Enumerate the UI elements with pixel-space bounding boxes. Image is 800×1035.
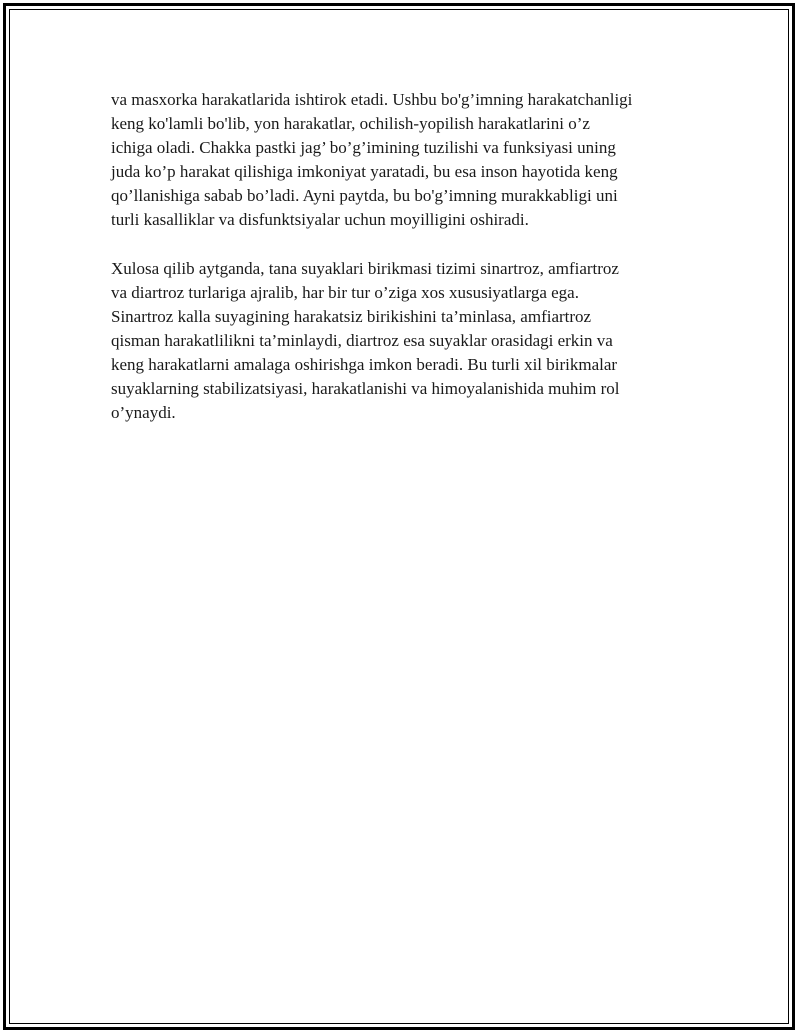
text-line: juda ko’p harakat qilishiga imkoniyat yaratadi, bu esa inson hayotida keng	[111, 162, 618, 182]
paragraph-joint-mobility	[111, 88, 691, 233]
text-line: keng ko'lamli bo'lib, yon harakatlar, ochilish-yopilish harakatlarini o’z	[111, 114, 590, 134]
paragraph-conclusion	[111, 257, 691, 426]
text-line: suyaklarning stabilizatsiyasi, harakatlanishi va himoyalanishida muhim rol	[111, 379, 620, 399]
text-line: ichiga oladi. Chakka pastki jag’ bo’g’imining tuzilishi va funksiyasi uning	[111, 138, 616, 158]
text-line: va masxorka harakatlarida ishtirok etadi. Ushbu bo'g’imning harakatchanligi	[111, 90, 633, 109]
text-line: Xulosa qilib aytganda, tana suyaklari birikmasi tizimi sinartroz, amfiartroz	[111, 258, 619, 278]
text-line: va diartroz turlariga ajralib, har bir tur o’ziga xos xususiyatlarga ega.	[111, 282, 579, 302]
text-line: keng harakatlarni amalaga oshirishga imkon beradi. Bu turli xil birikmalar	[111, 354, 618, 374]
text-line: qo’llanishiga sabab bo’ladi. Ayni paytda, bu bo'g’imning murakkabligi uni	[111, 186, 618, 206]
text-line: Sinartroz kalla suyagining harakatsiz birikishini ta’minlasa, amfiartroz	[111, 306, 592, 326]
text-line: qisman harakatlilikni ta’minlaydi, diartroz esa suyaklar orasidagi erkin va	[111, 330, 613, 350]
document-body	[111, 88, 691, 449]
text-line: o’ynaydi.	[111, 403, 176, 423]
text-line: turli kasalliklar va disfunktsiyalar uchun moyilligini oshiradi.	[111, 210, 529, 230]
